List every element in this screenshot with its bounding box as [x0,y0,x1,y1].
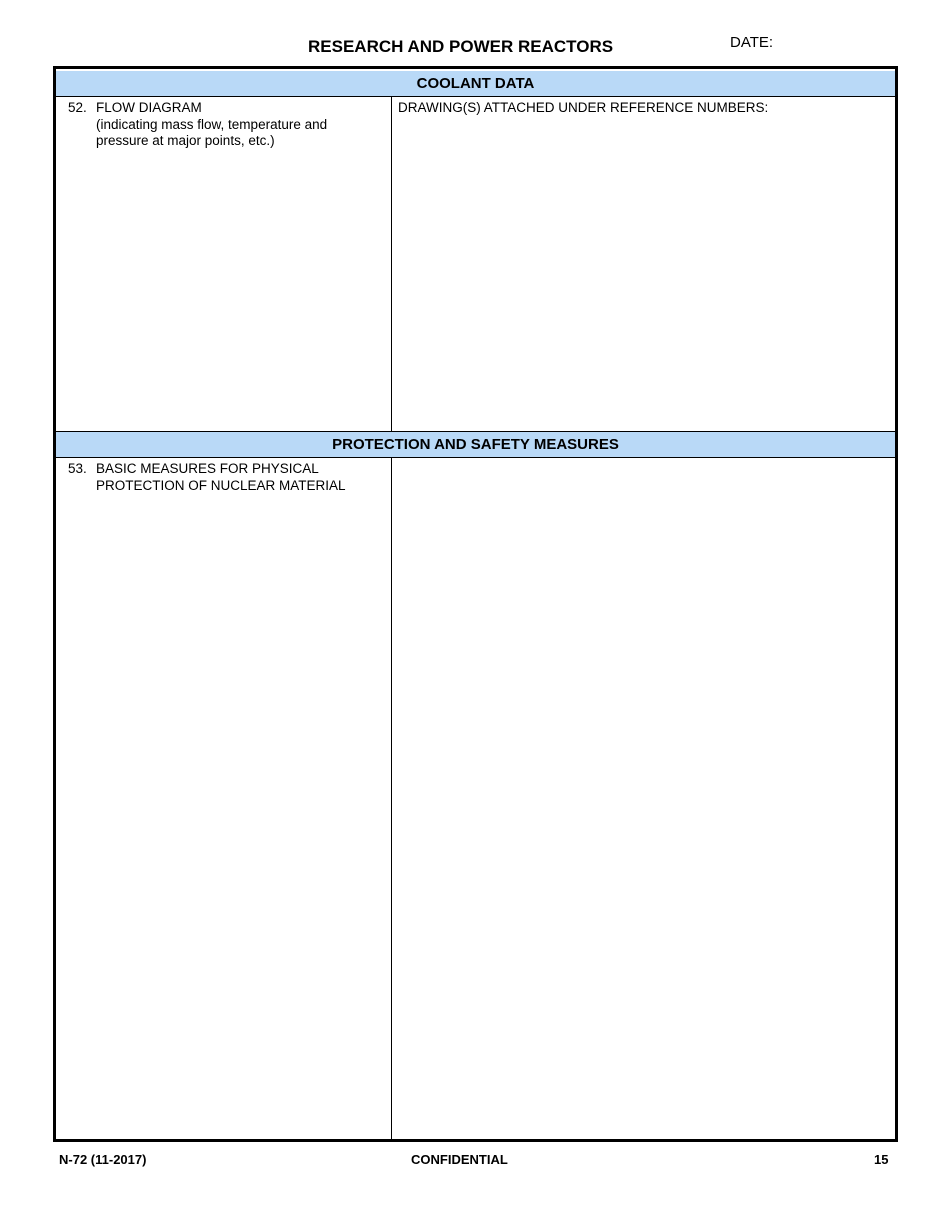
item-line: (indicating mass flow, temperature and [96,116,328,132]
date-label: DATE: [730,34,774,51]
item-52-label-cell [56,97,392,431]
classification-marking: CONFIDENTIAL [411,1152,508,1167]
page-number: 15 [874,1152,889,1167]
page-title: RESEARCH AND POWER REACTORS [308,37,614,56]
section-header-protection-safety: PROTECTION AND SAFETY MEASURES [56,431,895,458]
section-header-coolant-data: COOLANT DATA [56,71,895,97]
physical-protection-response-field[interactable] [393,458,895,1139]
item-number: 52. [68,100,87,115]
response-label [393,458,895,461]
drawing-reference-label: DRAWING(S) ATTACHED UNDER REFERENCE NUMBERS: [398,100,769,115]
item-53-label-cell [56,458,392,1139]
item-line: BASIC MEASURES FOR PHYSICAL [96,461,319,476]
item-line: pressure at major points, etc.) [96,133,275,148]
item-description [96,461,391,494]
item-description [96,100,391,150]
form-table [53,66,898,1142]
item-line: FLOW DIAGRAM [96,100,202,115]
item-number: 53. [68,461,87,476]
form-id: N-72 (11-2017) [59,1152,147,1167]
item-line: PROTECTION OF NUCLEAR MATERIAL [96,477,346,493]
flow-diagram-response-field[interactable] [393,97,895,431]
